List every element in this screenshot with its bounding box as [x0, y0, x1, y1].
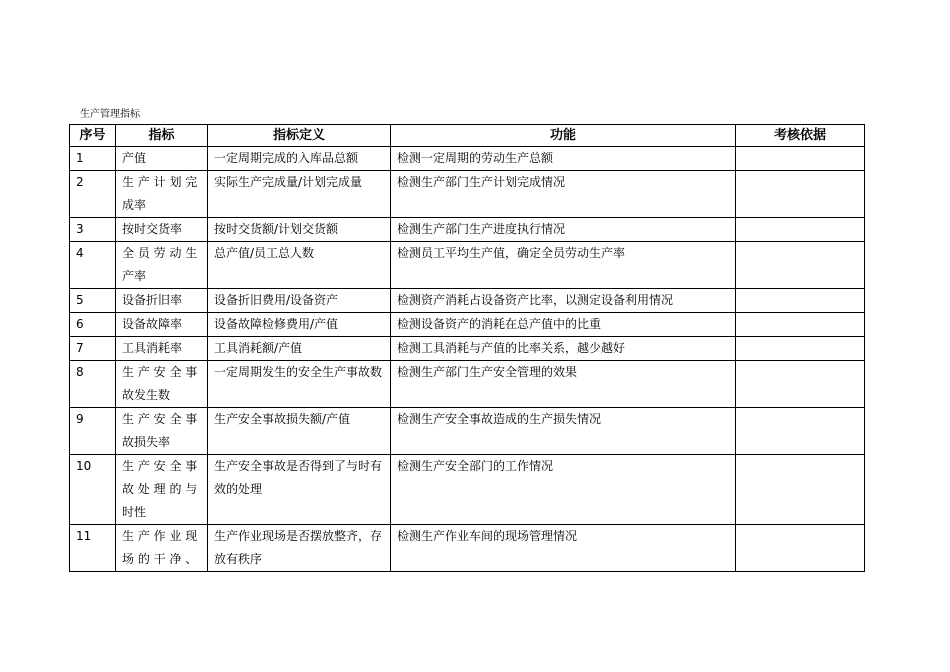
cell-no: 7	[70, 337, 116, 361]
cell-indicator: 生 产 计 划 完成率	[116, 171, 208, 218]
cell-function: 检测资产消耗占设备资产比率，以测定设备利用情况	[391, 289, 736, 313]
table-row	[70, 289, 865, 313]
cell-definition: 一定周期完成的入库品总额	[208, 147, 391, 171]
cell-function: 检测设备资产的消耗在总产值中的比重	[391, 313, 736, 337]
table-row	[70, 218, 865, 242]
cell-definition: 一定周期发生的安全生产事故数	[208, 361, 391, 408]
cell-definition: 设备故障检修费用/产值	[208, 313, 391, 337]
cell-no: 2	[70, 171, 116, 218]
cell-basis	[736, 171, 865, 218]
header-basis: 考核依据	[736, 125, 865, 147]
cell-definition: 工具消耗额/产值	[208, 337, 391, 361]
header-name: 指标	[116, 125, 208, 147]
cell-indicator: 按时交货率	[116, 218, 208, 242]
cell-no: 9	[70, 408, 116, 455]
cell-function: 检测员工平均生产值，确定全员劳动生产率	[391, 242, 736, 289]
table-row	[70, 525, 865, 572]
cell-function: 检测一定周期的劳动生产总额	[391, 147, 736, 171]
cell-no: 6	[70, 313, 116, 337]
cell-basis	[736, 455, 865, 525]
cell-indicator: 生 产 安 全 事故发生数	[116, 361, 208, 408]
cell-function: 检测生产部门生产进度执行情况	[391, 218, 736, 242]
cell-basis	[736, 242, 865, 289]
header-row	[70, 125, 865, 147]
table-row	[70, 147, 865, 171]
cell-function: 检测生产安全事故造成的生产损失情况	[391, 408, 736, 455]
header-definition: 指标定义	[208, 125, 391, 147]
cell-basis	[736, 147, 865, 171]
cell-definition: 实际生产完成量/计划完成量	[208, 171, 391, 218]
cell-function: 检测生产作业车间的现场管理情况	[391, 525, 736, 572]
cell-basis	[736, 337, 865, 361]
cell-no: 1	[70, 147, 116, 171]
cell-no: 5	[70, 289, 116, 313]
cell-no: 3	[70, 218, 116, 242]
cell-indicator: 生 产 作 业 现 场 的 干 净 、	[116, 525, 208, 572]
table-row	[70, 455, 865, 525]
cell-indicator: 全 员 劳 动 生产率	[116, 242, 208, 289]
cell-indicator: 生 产 安 全 事 故 处 理 的 与时性	[116, 455, 208, 525]
cell-indicator: 产值	[116, 147, 208, 171]
metrics-table	[69, 124, 865, 572]
cell-basis	[736, 361, 865, 408]
cell-indicator: 设备故障率	[116, 313, 208, 337]
cell-basis	[736, 408, 865, 455]
cell-indicator: 工具消耗率	[116, 337, 208, 361]
header-function: 功能	[391, 125, 736, 147]
table-row	[70, 408, 865, 455]
cell-no: 8	[70, 361, 116, 408]
cell-basis	[736, 218, 865, 242]
cell-function: 检测生产安全部门的工作情况	[391, 455, 736, 525]
cell-function: 检测生产部门生产计划完成情况	[391, 171, 736, 218]
cell-function: 检测工具消耗与产值的比率关系，越少越好	[391, 337, 736, 361]
cell-definition: 生产作业现场是否摆放整齐，存放有秩序	[208, 525, 391, 572]
cell-definition: 生产安全事故损失额/产值	[208, 408, 391, 455]
table-row	[70, 171, 865, 218]
cell-definition: 按时交货额/计划交货额	[208, 218, 391, 242]
table-row	[70, 313, 865, 337]
cell-basis	[736, 289, 865, 313]
cell-no: 4	[70, 242, 116, 289]
cell-function: 检测生产部门生产安全管理的效果	[391, 361, 736, 408]
table-row	[70, 361, 865, 408]
cell-definition: 生产安全事故是否得到了与时有效的处理	[208, 455, 391, 525]
table-body	[70, 147, 865, 572]
cell-basis	[736, 313, 865, 337]
cell-definition: 设备折旧费用/设备资产	[208, 289, 391, 313]
table-row	[70, 337, 865, 361]
cell-indicator: 设备折旧率	[116, 289, 208, 313]
header-no: 序号	[70, 125, 116, 147]
cell-indicator: 生 产 安 全 事故损失率	[116, 408, 208, 455]
cell-no: 10	[70, 455, 116, 525]
cell-definition: 总产值/员工总人数	[208, 242, 391, 289]
cell-basis	[736, 525, 865, 572]
table-caption: 生产管理指标	[80, 109, 140, 120]
cell-no: 11	[70, 525, 116, 572]
table-row	[70, 242, 865, 289]
